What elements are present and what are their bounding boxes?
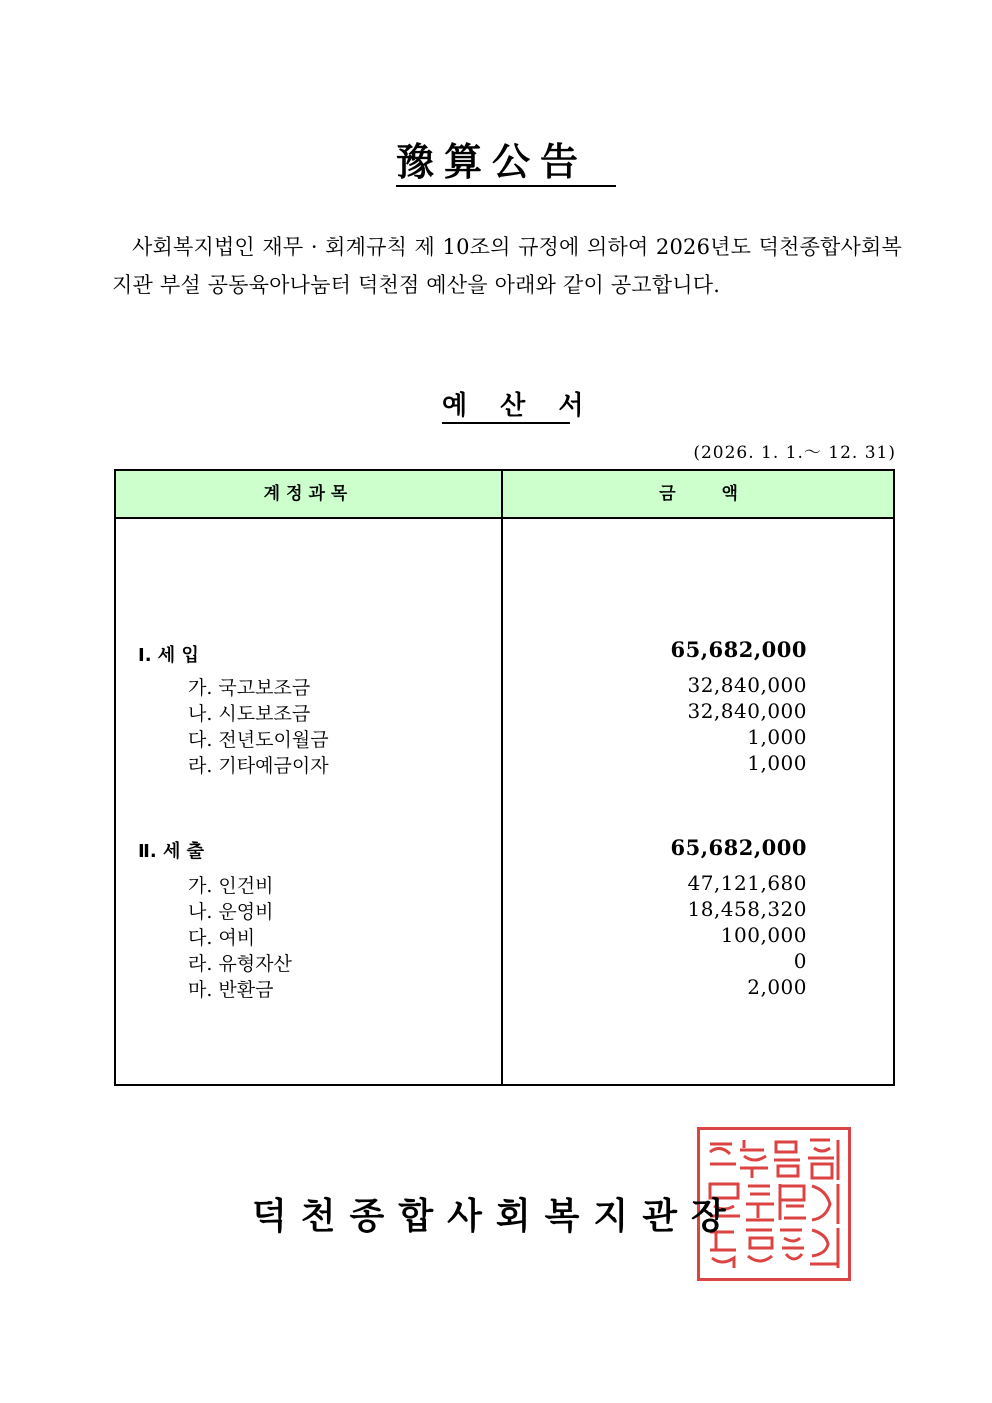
item-label: 가. 인건비 [188,875,274,897]
table-row [116,699,893,725]
section-label: Ⅰ. 세 입 [138,645,199,666]
intro-paragraph: 사회복지법인 재무 · 회계규칙 제 10조의 규정에 의하여 2026년도 덕천종합사회복지관 부설 공동육아나눔터 덕천점 예산을 아래와 같이 공고합니다. [112,235,902,297]
item-label: 라. 기타예금이자 [188,755,329,777]
item-label: 가. 국고보조금 [188,677,311,699]
item-amount: 18,458,320 [687,897,807,921]
item-label: 다. 전년도이월금 [188,729,329,751]
table-row [116,871,893,897]
table-row [116,897,893,923]
item-amount: 32,840,000 [687,699,807,723]
item-amount: 1,000 [747,751,807,775]
item-label: 마. 반환금 [188,979,274,1001]
budget-period: (2026. 1. 1.～ 12. 31) [693,443,896,463]
item-label: 다. 여비 [188,927,256,949]
item-amount: 0 [793,949,807,973]
budget-subtitle: 예 산 서 [442,390,570,424]
table-row [116,751,893,777]
item-amount: 100,000 [720,923,807,947]
section-row-expenditure [116,837,893,863]
item-label: 나. 운영비 [188,901,274,923]
item-label: 나. 시도보조금 [188,703,311,725]
section-label: Ⅱ. 세 출 [138,841,205,862]
signatory-name: 덕천종합사회복지관장 [252,1196,740,1237]
item-amount: 2,000 [747,975,807,999]
item-amount: 32,840,000 [687,673,807,697]
document-title: 豫算公告 [396,140,616,187]
table-row [116,923,893,949]
budget-table [114,469,895,1086]
section-row-revenue [116,637,893,667]
section-total: 65,682,000 [670,835,807,860]
item-label: 라. 유형자산 [188,953,292,975]
table-header [116,471,893,519]
section-total: 65,682,000 [670,637,807,662]
table-row [116,949,893,975]
header-account: 계정과목 [263,484,354,504]
table-row [116,725,893,751]
header-amount: 금 액 [659,484,738,504]
item-amount: 1,000 [747,725,807,749]
table-row [116,673,893,699]
item-amount: 47,121,680 [687,871,807,895]
table-row [116,975,893,1001]
